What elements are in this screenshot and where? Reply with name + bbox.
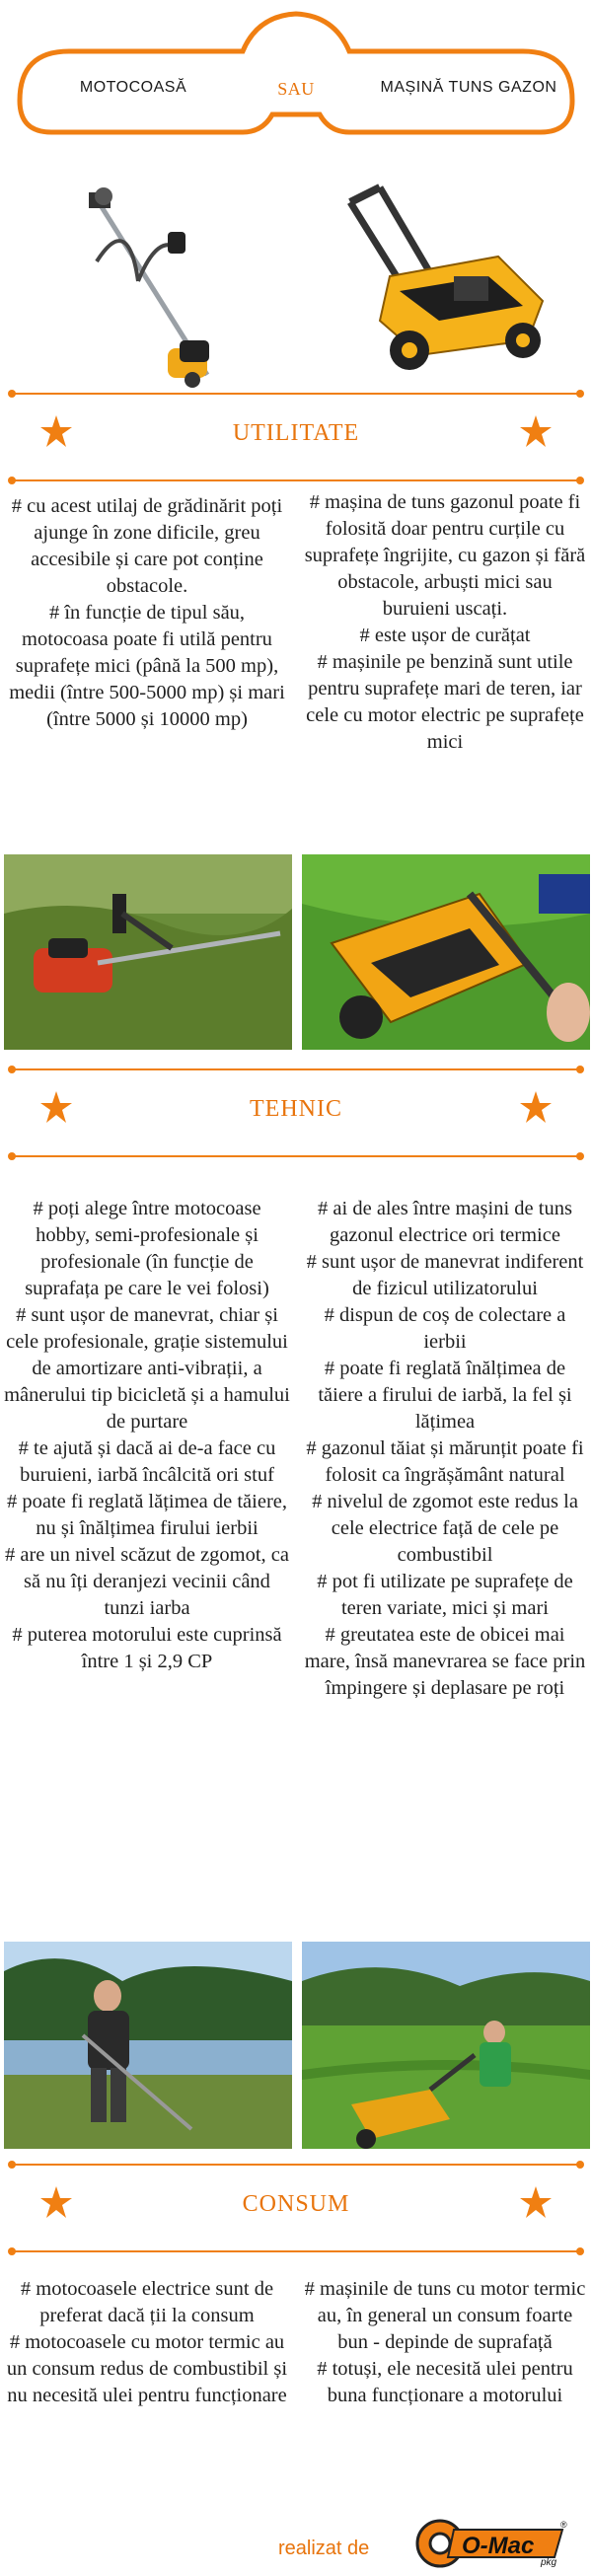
svg-text:®: ® [560, 2520, 567, 2530]
text-paragraph: # poate fi reglată înălțimea de tăiere a firului de iarbă, la fel și lățimea [318, 1358, 572, 1433]
section-heading-tehnic [0, 1068, 592, 1157]
utilitate-mower-column [302, 489, 588, 756]
header-right-label: MAȘINĂ TUNS GAZON [380, 79, 557, 96]
text-paragraph: # puterea motorului este cuprinsă între 1 și 2,9 CP [12, 1624, 282, 1672]
text-paragraph: # are un nivel scăzut de zgomot, ca să nu îți deranjezi vecinii când tunzi iarba [4, 1544, 290, 1619]
text-paragraph: # dispun de coș de colectare a ierbii [324, 1304, 566, 1353]
text-paragraph: # mașina de tuns gazonul poate fi folosită doar pentru curțile cu suprafețe îngrijite, cu gazon și fără obstacole, arbuști mici sau buruieni uscați. [304, 491, 586, 620]
lawn-mower-illustration [340, 183, 553, 380]
tehnic-trimmer-column [4, 1196, 290, 1675]
omac-logo[interactable] [414, 2516, 572, 2570]
star-icon [519, 2185, 553, 2219]
text-paragraph: # nivelul de zgomot este redus la cele electrice față de cele pe combustibil [312, 1491, 578, 1566]
header-middle-label: SAU [277, 79, 315, 99]
utilitate-trimmer-column [4, 493, 290, 733]
tehnic-mower-column [302, 1196, 588, 1702]
section-heading-utilitate [0, 393, 592, 481]
text-paragraph: # ai de ales între mașini de tuns gazonul electrice ori termice [318, 1198, 572, 1246]
text-paragraph: # sunt ușor de manevrat indiferent de fizicul utilizatorului [306, 1251, 584, 1299]
star-icon [39, 1090, 73, 1124]
photo-man-with-trimmer [4, 1942, 292, 2149]
photo-garden-mowing [302, 1942, 590, 2149]
text-paragraph: # mașinile de tuns cu motor termic au, în general un consum foarte bun - depinde de suprafață [304, 2278, 586, 2353]
photo-trimmer-grass [4, 854, 292, 1050]
svg-text:pkg: pkg [541, 2557, 557, 2568]
star-icon [519, 414, 553, 448]
text-paragraph: # sunt ușor de manevrat, chiar și cele profesionale, grație sistemului de amortizare anti-vibrații, a mânerului tip bicicletă și a hamului de purtare [4, 1304, 290, 1433]
section-heading-consum [0, 2164, 592, 2252]
text-paragraph: # pot fi utilizate pe suprafețe de teren variate, mici și mari [317, 1571, 573, 1619]
text-paragraph: # greutatea este de obicei mai mare, însă manevrarea se face prin împingere și deplasare pe roți [304, 1624, 586, 1699]
text-paragraph: # poate fi reglată lățimea de tăiere, nu și înălțimea firului ierbii [7, 1491, 287, 1539]
trimmer-illustration [69, 173, 247, 395]
section-title: CONSUM [242, 2191, 350, 2217]
footer-credit: realizat de [278, 2538, 370, 2559]
header-left-label: MOTOCOASĂ [79, 79, 187, 96]
star-icon [519, 1090, 553, 1124]
header-frame [6, 6, 586, 136]
star-icon [39, 2185, 73, 2219]
text-paragraph: # motocoasele cu motor termic au un consum redus de combustibil și nu necesită ulei pentru funcționare [6, 2331, 288, 2406]
svg-text:O-Mac: O-Mac [462, 2533, 535, 2559]
text-paragraph: # totuși, ele necesită ulei pentru buna funcționare a motorului [317, 2358, 573, 2406]
text-paragraph: # în funcție de tipul său, motocoasa poate fi utilă pentru suprafețe mici (până la 500 mp), medii (între 500-5000 mp) și mari (între 5000 și 10000 mp) [9, 602, 285, 730]
text-paragraph: # gazonul tăiat și mărunțit poate fi folosit ca îngrășământ natural [306, 1437, 584, 1486]
photo-lawn-mower-use [302, 854, 590, 1050]
section-title: UTILITATE [232, 420, 360, 446]
text-paragraph: # este ușor de curățat [359, 625, 531, 646]
star-icon [39, 414, 73, 448]
text-paragraph: # motocoasele electrice sunt de preferat dacă ții la consum [20, 2278, 274, 2326]
consum-trimmer-column [4, 2276, 290, 2409]
consum-mower-column [302, 2276, 588, 2409]
text-paragraph: # te ajută și dacă ai de-a face cu buruieni, iarbă încâlcită ori stuf [18, 1437, 276, 1486]
section-title: TEHNIC [250, 1096, 342, 1122]
text-paragraph: # poți alege între motocoase hobby, semi-profesionale și profesionale (în funcție de suprafața pe care le vei folosi) [25, 1198, 269, 1299]
text-paragraph: # cu acest utilaj de grădinărit poți ajunge în zone dificile, greu accesibile și care pot conține obstacole. [11, 495, 283, 597]
text-paragraph: # mașinile pe benzină sunt utile pentru suprafețe mari de teren, iar cele cu motor electric pe suprafețe mici [306, 651, 584, 753]
